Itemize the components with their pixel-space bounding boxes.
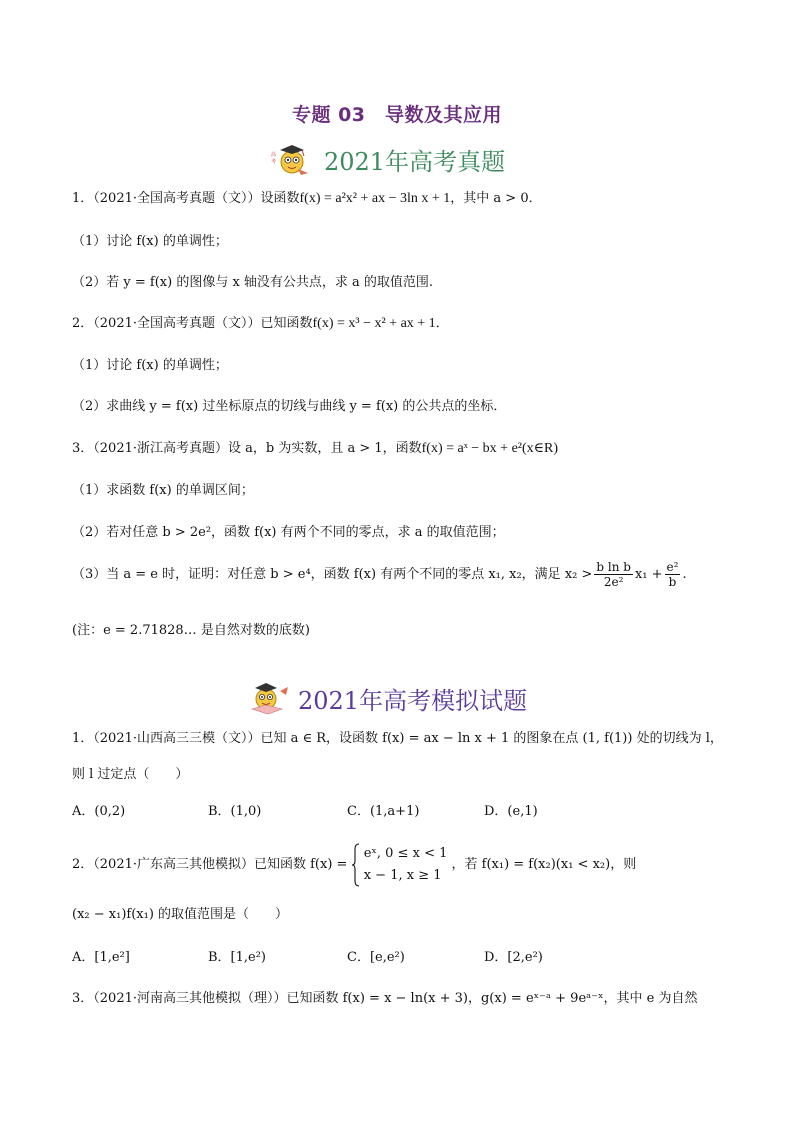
section-title-mock: 2021年高考模拟试题 [298,686,528,715]
section-header-real-exams [268,142,505,176]
problem-3-part-1: （1）求函数 f(x) 的单调区间； [72,483,254,498]
problem-3-part-2: （2）若对任意 b > 2e²，函数 f(x) 有两个不同的零点，求 a 的取值范围； [72,525,505,540]
option-c: C．(1,a+1) [347,804,420,819]
problem-3-part-3: （3）当 a = e 时，证明：对任意 b > e⁴，函数 f(x) 有两个不同的零点 x₁, x₂，满足 x₂ > $\frac{\text{b ln b}}{\text{2e²}}$ x₁ + $\frac{\text{e²}}{b}$ . [72,560,687,589]
formula: f(x) = a²x² + ax − 3ln x + 1 [299,191,451,206]
mock-problem-3-line-1: 3．（2021·河南高三其他模拟（理））已知函数 f(x) = x − ln(x + 3)，g(x) = eˣ⁻ᵃ + 9eᵃ⁻ˣ，其中 e 为自然 [72,991,698,1006]
mock-problem-1-line-1: 1．（2021·山西高三三模（文））已知 a ∈ R，设函数 f(x) = ax − ln x + 1 的图象在点 (1, f(1)) 处的切线为 l， [72,731,723,746]
option-a: A．(0,2) [72,804,126,819]
piecewise-cases: eˣ, 0 ≤ x < 1 x − 1, x ≥ 1 [363,845,448,883]
problem-2-part-2: （2）求曲线 y = f(x) 过坐标原点的切线与曲线 y = f(x) 的公共点的坐标． [72,399,507,414]
option-b: B．(1,0) [208,804,262,819]
mock-problem-2-line-1: 2．（2021·广东高三其他模拟）已知函数 f(x) = eˣ, 0 ≤ x < 1 x − 1, x ≥ 1 ，若 f(x₁) = f(x₂)(x₁ < x₂)，则 [72,842,636,888]
mascot-icon [268,142,320,176]
mock-problem-1-line-2: 则 l 过定点（ ） [72,767,189,782]
formula: f(x) = aˣ − bx + e²(x∈R) [421,441,559,456]
option-d: D．[2,e²) [484,950,543,965]
svg-text:考: 考 [271,159,277,165]
problem-2-part-1: （1）讨论 f(x) 的单调性； [72,358,228,373]
mock-problem-2-line-2: (x₂ − x₁)f(x₁) 的取值范围是（ ） [72,907,289,922]
section-title-real: 2021年高考真题 [324,147,506,176]
option-d: D．(e,1) [484,804,538,819]
problem-3-statement: 3．（2021·浙江高考真题）设 a，b 为实数，且 a > 1，函数f(x) = aˣ − bx + e²(x∈R) [72,441,559,456]
fraction: $\frac{\text{b ln b}}{\text{2e²}}$ [596,560,631,589]
problem-3-note: (注：e = 2.71828… 是自然对数的底数) [72,623,310,638]
svg-text:高: 高 [271,152,277,158]
problem-1-part-2: （2）若 y = f(x) 的图像与 x 轴没有公共点，求 a 的取值范围. [72,275,434,290]
option-a: A．[1,e²] [72,950,130,965]
fraction: $\frac{\text{e²}}{b}$ [666,560,679,589]
brace-icon [352,843,360,887]
problem-1-statement: 1．（2021·全国高考真题（文））设函数f(x) = a²x² + ax − 3ln x + 1，其中 a > 0． [72,191,542,206]
section-header-mock-exams [242,681,527,715]
option-c: C．[e,e²) [347,950,405,965]
problem-2-statement: 2．（2021·全国高考真题（文））已知函数f(x) = x³ − x² + ax + 1． [72,316,449,331]
option-b: B．[1,e²) [208,950,267,965]
problem-1-part-1: （1）讨论 f(x) 的单调性； [72,234,228,249]
page-title: 专题 03 导数及其应用 [291,104,503,126]
formula: f(x) = x³ − x² + ax + 1 [312,316,436,331]
mascot-icon [242,681,294,715]
